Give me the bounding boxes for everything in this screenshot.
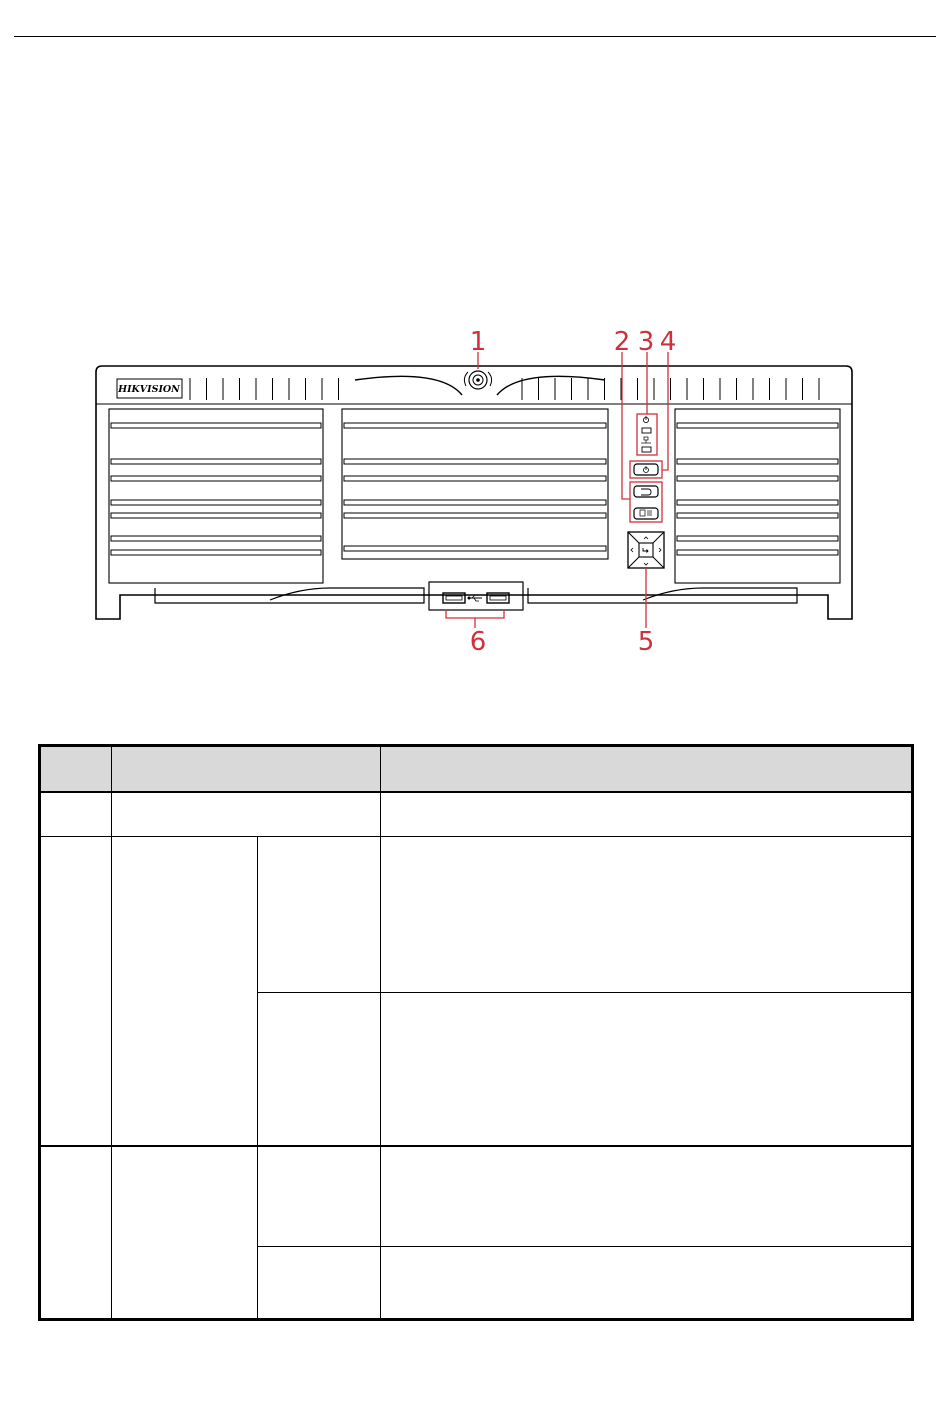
vent-fin: [677, 423, 838, 428]
top-vent-right: [522, 378, 819, 400]
table-header-row: [40, 746, 913, 793]
enter-icon: [643, 548, 648, 553]
arrow-left-icon: [631, 548, 633, 552]
table-row: [40, 1146, 913, 1246]
direction-pad[interactable]: [628, 532, 664, 568]
table-row: [40, 836, 913, 992]
header-no: [40, 746, 112, 793]
table-cell: [40, 792, 112, 836]
callout-4: 4: [659, 327, 677, 357]
table-cell: [258, 992, 381, 1146]
panel-lock-icon[interactable]: [464, 371, 491, 389]
vent-fin: [111, 476, 321, 481]
back-button[interactable]: [634, 486, 658, 497]
table-cell: [112, 1146, 258, 1320]
vent-fin: [111, 536, 321, 541]
menu-button[interactable]: [634, 508, 658, 519]
vent-fin: [677, 550, 838, 555]
lock-arc-left: [355, 376, 462, 395]
power-button-icon: [644, 466, 649, 473]
top-vent-left: [190, 378, 339, 400]
network-led: [642, 447, 651, 452]
table-row: [40, 792, 913, 836]
power-led: [642, 428, 651, 433]
vent-fin: [677, 500, 838, 505]
table-cell: [258, 836, 381, 992]
panel-frame: [109, 409, 323, 583]
vent-fin: [344, 423, 606, 428]
table-cell: [40, 1146, 112, 1320]
table-cell: [381, 992, 913, 1146]
vent-panel-left: [109, 409, 323, 583]
usb-icon: [468, 595, 483, 601]
vent-fin: [677, 513, 838, 518]
vent-fin: [344, 546, 606, 551]
vent-fin: [344, 513, 606, 518]
panel-frame: [675, 409, 840, 583]
header-description: [381, 746, 913, 793]
power-icon: [643, 416, 648, 423]
table-cell: [40, 836, 112, 1146]
menu-icon: [640, 510, 652, 516]
front-panel-figure: [0, 0, 950, 700]
table-cell: [258, 1146, 381, 1246]
table-cell: [381, 836, 913, 992]
panel-frame: [342, 409, 608, 559]
callout-3: 3: [637, 327, 655, 357]
description-table: [38, 744, 914, 1321]
callout-6: 6: [469, 627, 487, 657]
vent-panel-center: [342, 409, 608, 559]
logo-text: HIKVISION: [118, 384, 180, 395]
header-name: [112, 746, 381, 793]
vent-fin: [677, 459, 838, 464]
vent-fin: [111, 459, 321, 464]
vent-fin: [344, 500, 606, 505]
vent-panel-right: [675, 409, 840, 583]
table-cell: [258, 1246, 381, 1320]
callout-2: 2: [613, 327, 631, 357]
arrow-up-icon: [644, 537, 648, 539]
table-cell: [112, 792, 381, 836]
vent-fin: [111, 513, 321, 518]
callout-leaders: [446, 352, 668, 628]
vent-fin: [111, 500, 321, 505]
callout-5: 5: [637, 627, 655, 657]
vent-fin: [344, 476, 606, 481]
vent-fin: [111, 550, 321, 555]
table-cell: [381, 1146, 913, 1246]
table-cell: [112, 836, 258, 1146]
power-button[interactable]: [634, 464, 658, 475]
arrow-down-icon: [644, 563, 648, 565]
arrow-right-icon: [659, 548, 661, 552]
table-cell: [381, 1246, 913, 1320]
lock-arc-right: [497, 376, 605, 395]
vent-fin: [677, 536, 838, 541]
back-icon: [641, 489, 651, 495]
callout-1: 1: [469, 327, 487, 357]
vent-fin: [677, 476, 838, 481]
vent-fin: [344, 459, 606, 464]
network-icon: [641, 437, 651, 443]
table-cell: [381, 792, 913, 836]
vent-fin: [111, 423, 321, 428]
